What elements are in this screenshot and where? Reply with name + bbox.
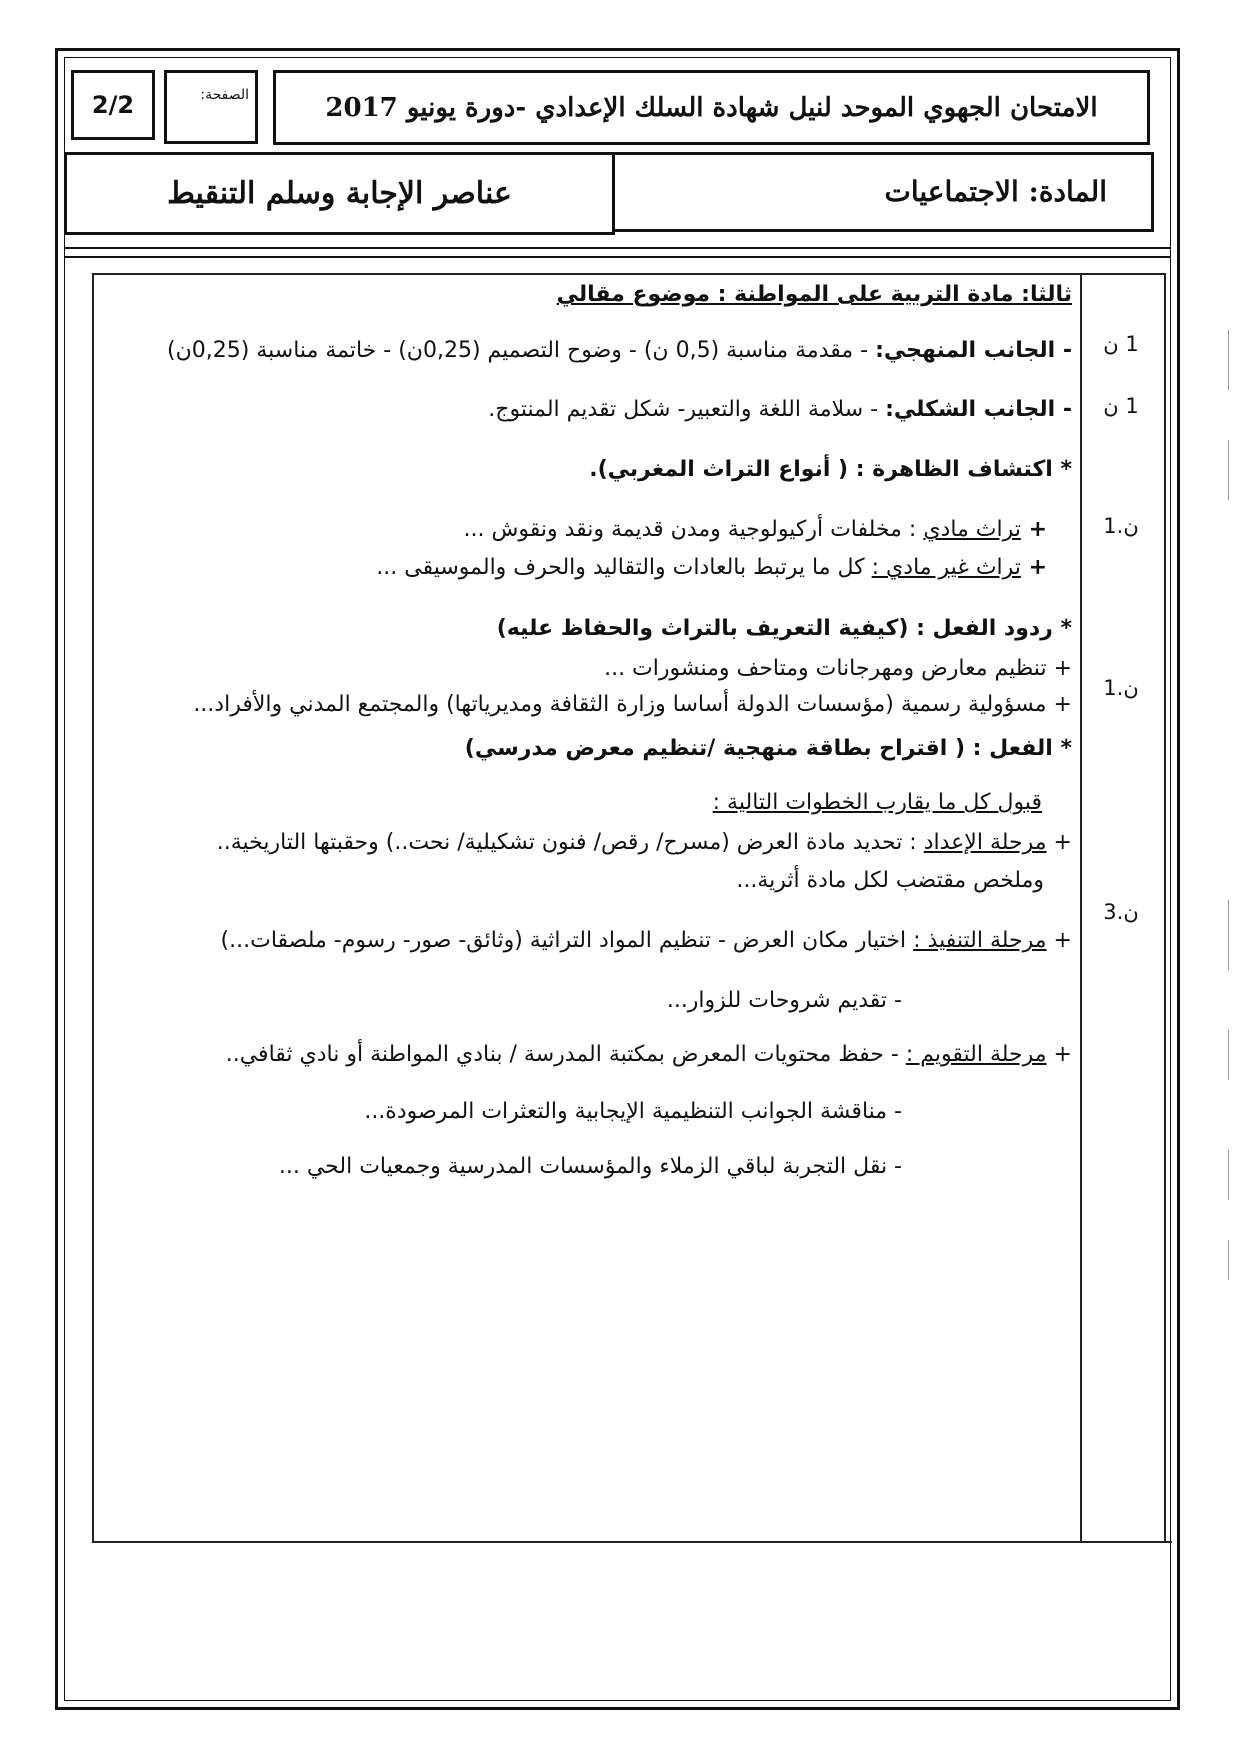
exec-line: + مرحلة التنفيذ : اختيار مكان العرض - تنظيم المواد التراثية (وثائق- صور- رسوم- ملصقات...)	[220, 928, 1072, 953]
exec-line-2: - تقديم شروحات للزوار...	[666, 988, 902, 1013]
score-column-divider	[1080, 273, 1082, 1541]
prep-text: : تحديد مادة العرض (مسرح/ رقص/ فنون تشكيلية/ نحت..) وحقبتها التاريخية..	[216, 830, 924, 855]
doc-type-box	[64, 152, 615, 235]
scan-mark	[1228, 440, 1229, 500]
scan-mark	[1228, 1240, 1229, 1280]
exec-label: مرحلة التنفيذ :	[913, 928, 1047, 953]
eval-line: + مرحلة التقويم : - حفظ محتويات المعرض بمكتبة المدرسة / بنادي المواطنة أو نادي ثقافي..	[225, 1042, 1072, 1067]
material-label: تراث مادي	[923, 517, 1021, 542]
scan-mark	[1228, 1030, 1229, 1080]
formal-label: - الجانب الشكلي:	[885, 397, 1072, 422]
immaterial-line: + تراث غير مادي : كل ما يرتبط بالعادات والتقاليد والحرف والموسيقى ...	[376, 555, 1047, 580]
prep-label: مرحلة الإعداد	[923, 830, 1047, 855]
section-title: ثالثا: مادة التربية على المواطنة : موضوع مقالي	[556, 282, 1072, 307]
method-line	[167, 336, 1072, 366]
material-line: + تراث مادي : مخلفات أركيولوجية ومدن قديمة ونقد ونقوش ...	[463, 517, 1047, 542]
score-formal: 1 ن	[1103, 394, 1139, 418]
immaterial-text: كل ما يرتبط بالعادات والتقاليد والحرف والموسيقى ...	[376, 555, 872, 580]
discover-title: * اكتشاف الظاهرة : ( أنواع التراث المغربي).	[589, 457, 1072, 482]
prep-line-2: وملخص مقتضب لكل مادة أثرية...	[736, 868, 1044, 893]
prep-line: + مرحلة الإعداد : تحديد مادة العرض (مسرح/ رقص/ فنون تشكيلية/ نحت..) وحقبتها التاريخية..	[216, 830, 1072, 855]
method-label: - الجانب المنهجي:	[875, 338, 1072, 363]
header-separator	[64, 247, 1171, 249]
eval-line-3: - نقل التجربة لباقي الزملاء والمؤسسات المدرسية وجمعيات الحي ...	[278, 1154, 902, 1179]
eval-label: مرحلة التقويم :	[905, 1042, 1047, 1067]
exam-title: الامتحان الجهوي الموحد لنيل شهادة السلك الإعدادي -دورة يونيو 2017	[325, 92, 1098, 123]
subject-box	[612, 152, 1154, 232]
subject: المادة: الاجتماعيات	[884, 175, 1107, 208]
reaction-1: + تنظيم معارض ومهرجانات ومتاحف ومنشورات ...	[604, 656, 1072, 681]
score-discover: 1.ن	[1103, 514, 1139, 538]
bottom-rule	[92, 1541, 1172, 1543]
immaterial-label: تراث غير مادي :	[871, 555, 1021, 580]
page-number-box	[71, 70, 155, 140]
scan-mark	[1228, 330, 1229, 390]
page-number: 2/2	[91, 91, 135, 119]
formal-text: - سلامة اللغة والتعبير- شكل تقديم المنتوج.	[488, 397, 886, 422]
score-action: 3.ن	[1103, 900, 1139, 924]
reaction-2: + مسؤولية رسمية (مؤسسات الدولة أساسا وزارة الثقافة ومديرياتها) والمجتمع المدني والأفراد...	[193, 692, 1072, 717]
page-label-box	[164, 70, 258, 144]
formal-line	[488, 395, 1072, 425]
reactions-title: * ردود الفعل : (كيفية التعريف بالتراث والحفاظ عليه)	[496, 616, 1072, 641]
header-separator-2	[64, 256, 1171, 258]
method-text: - مقدمة مناسبة (0,5 ن) - وضوح التصميم (0,25ن) - خاتمة مناسبة (0,25ن)	[167, 338, 876, 363]
scan-mark	[1228, 1150, 1229, 1200]
exec-text: اختيار مكان العرض - تنظيم المواد التراثية (وثائق- صور- رسوم- ملصقات...)	[220, 928, 914, 953]
page-label: الصفحة:	[200, 87, 249, 103]
score-reactions: 1.ن	[1103, 676, 1139, 700]
action-title: * الفعل : ( اقتراح بطاقة منهجية /تنظيم معرض مدرسي)	[464, 736, 1072, 761]
eval-line-2: - مناقشة الجوانب التنظيمية الإيجابية والتعثرات المرصودة...	[364, 1099, 902, 1124]
scan-mark	[1228, 900, 1229, 970]
accept-text: قبول كل ما يقارب الخطوات التالية :	[712, 790, 1042, 815]
eval-text: - حفظ محتويات المعرض بمكتبة المدرسة / بنادي المواطنة أو نادي ثقافي..	[225, 1042, 906, 1067]
material-text: : مخلفات أركيولوجية ومدن قديمة ونقد ونقوش ...	[463, 517, 924, 542]
exam-title-box	[273, 70, 1150, 145]
score-method: 1 ن	[1103, 332, 1139, 356]
doc-type: عناصر الإجابة وسلم التنقيط	[167, 176, 512, 211]
